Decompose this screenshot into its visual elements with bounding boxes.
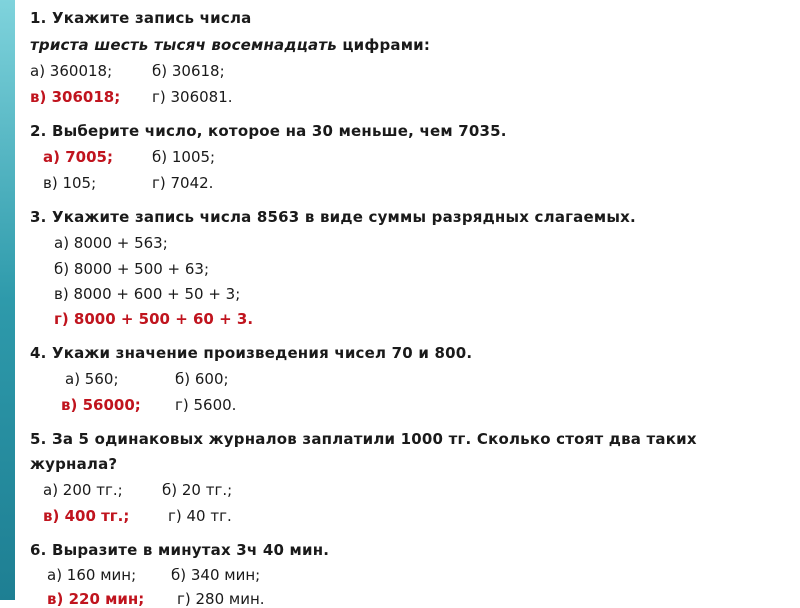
q2-option-v: в) 105; — [43, 174, 97, 192]
q5-option-a: а) 200 тг.; — [43, 481, 123, 499]
q6-option-g: г) 280 мин. — [177, 590, 265, 608]
q5-option-g: г) 40 тг. — [168, 507, 232, 525]
question-4-title: 4. Укажи значение произведения чисел 70 и 800. — [30, 344, 473, 362]
q1-option-g: г) 306081. — [152, 88, 233, 106]
q3-option-b: б) 8000 + 500 + 63; — [54, 260, 210, 278]
question-2-title: 2. Выберите число, которое на 30 меньше, чем 7035. — [30, 122, 507, 140]
question-1-line2-rest: цифрами: — [336, 36, 431, 54]
question-6-title: 6. Выразите в минутах 3ч 40 мин. — [30, 541, 330, 559]
slide-content — [15, 0, 800, 608]
question-3-title: 3. Укажите запись числа 8563 в виде суммы разрядных слагаемых. — [30, 208, 636, 226]
q2-option-b: б) 1005; — [152, 148, 216, 166]
q1-option-v-correct: в) 306018; — [30, 88, 121, 106]
q4-option-v-correct: в) 56000; — [61, 396, 141, 414]
q2-option-g: г) 7042. — [152, 174, 214, 192]
q6-option-b: б) 340 мин; — [171, 566, 261, 584]
q5-option-b: б) 20 тг.; — [162, 481, 233, 499]
q1-option-a: а) 360018; — [30, 62, 113, 80]
q4-option-a: а) 560; — [65, 370, 119, 388]
question-5-title: 5. За 5 одинаковых журналов заплатили 1000 тг. Сколько стоят два таких — [30, 430, 697, 448]
q3-option-a: а) 8000 + 563; — [54, 234, 168, 252]
q5-option-v-correct: в) 400 тг.; — [43, 507, 130, 525]
q6-option-a: а) 160 мин; — [47, 566, 137, 584]
q4-option-g: г) 5600. — [175, 396, 237, 414]
question-1-title: 1. Укажите запись числа — [30, 9, 252, 27]
q6-option-v-correct: в) 220 мин; — [47, 590, 145, 608]
q3-option-g-correct: г) 8000 + 500 + 60 + 3. — [54, 310, 254, 328]
q4-option-b: б) 600; — [175, 370, 229, 388]
question-5-title-cont: журнала? — [30, 455, 118, 473]
question-1-number-words: триста шесть тысяч восемнадцать — [30, 36, 337, 54]
q1-option-b: б) 30618; — [152, 62, 225, 80]
q3-option-v: в) 8000 + 600 + 50 + 3; — [54, 285, 241, 303]
q2-option-a-correct: а) 7005; — [43, 148, 113, 166]
question-1-line2 — [30, 36, 430, 54]
